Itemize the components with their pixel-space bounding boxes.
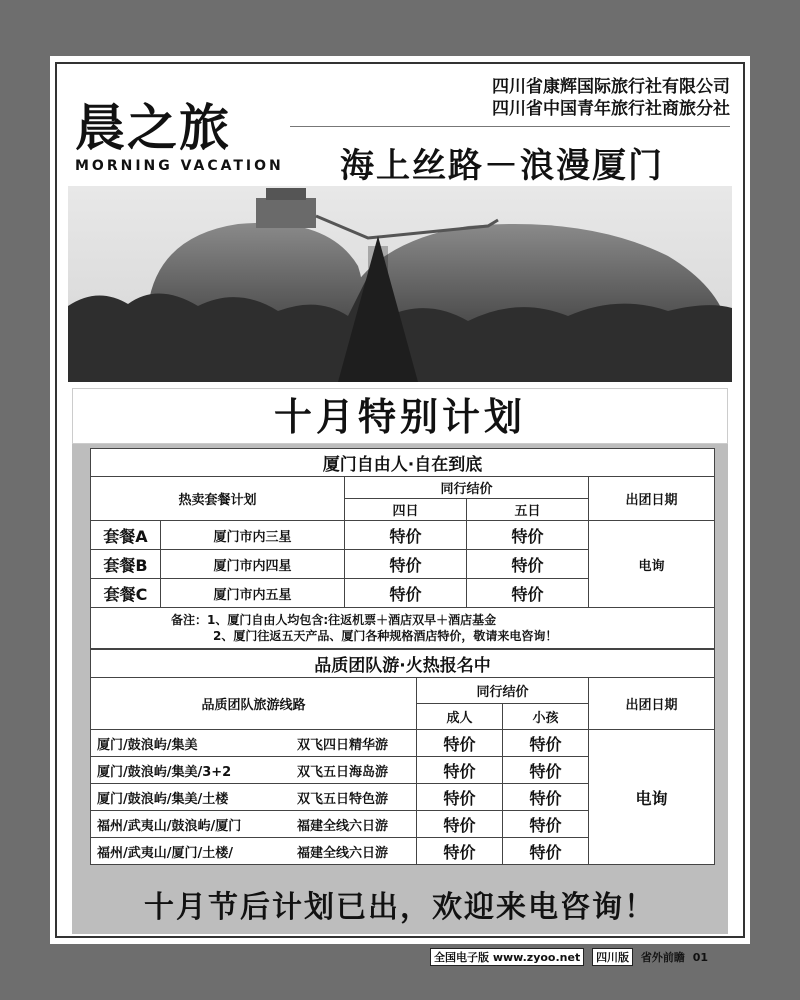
logo-english: MORNING VACATION: [75, 158, 284, 174]
group-tour-date: 电询: [589, 730, 715, 865]
route-cell: [91, 730, 417, 757]
route-cell: [91, 811, 417, 838]
price-day5: 特价: [467, 579, 589, 608]
note-line-2: 2、厦门往返五天产品、厦门各种规格酒店特价，敬请来电咨询！: [213, 629, 558, 643]
price-child: 特价: [503, 811, 589, 838]
price-child: 特价: [503, 730, 589, 757]
route-name: 福州/武夷山/厦门/土楼/: [97, 845, 233, 861]
price-day5: 特价: [467, 550, 589, 579]
logo-chinese: 晨之旅: [75, 98, 231, 157]
price-adult: 特价: [417, 838, 503, 865]
col-day5: 五日: [467, 499, 589, 521]
route-cell: [91, 784, 417, 811]
tables-container: [90, 448, 714, 865]
free-travel-title: 厦门自由人·自在到底: [91, 449, 715, 477]
closing-slogan: 十月节后计划已出，欢迎来电咨询！: [144, 890, 656, 925]
agency-names: [380, 76, 730, 120]
price-adult: 特价: [417, 784, 503, 811]
footer-edition: 全国电子版 www.zyoo.net: [430, 948, 584, 966]
group-tour-title: 品质团队游·火热报名中: [91, 650, 715, 678]
package-name: 套餐C: [91, 579, 161, 608]
col-date: 出团日期: [589, 678, 715, 730]
gulangyu-photo: [68, 186, 732, 382]
price-day4: 特价: [345, 579, 467, 608]
price-child: 特价: [503, 757, 589, 784]
package-hotel: 厦门市内四星: [161, 550, 345, 579]
price-child: 特价: [503, 784, 589, 811]
price-day4: 特价: [345, 550, 467, 579]
footer-section: 省外前瞻: [640, 951, 685, 964]
free-travel-notes: [91, 608, 715, 649]
brand-logo: [75, 88, 305, 178]
agency-name-1: 四川省康辉国际旅行社有限公司: [492, 77, 730, 97]
price-day5: 特价: [467, 521, 589, 550]
col-day4: 四日: [345, 499, 467, 521]
price-adult: 特价: [417, 730, 503, 757]
divider: [290, 126, 730, 127]
package-name: 套餐A: [91, 521, 161, 550]
col-route: 品质团队旅游线路: [91, 678, 417, 730]
package-hotel: 厦门市内五星: [161, 579, 345, 608]
route-type: 双飞五日特色游: [297, 791, 389, 807]
footer-page: 01: [692, 951, 709, 964]
price-child: 特价: [503, 838, 589, 865]
col-package: 热卖套餐计划: [91, 477, 345, 521]
route-type: 双飞五日海岛游: [297, 764, 389, 780]
free-travel-date: 电询: [589, 521, 715, 608]
col-date: 出团日期: [589, 477, 715, 521]
route-name: 厦门/鼓浪屿/集美: [97, 737, 198, 753]
package-name: 套餐B: [91, 550, 161, 579]
route-cell: [91, 838, 417, 865]
footer-region: 四川版: [592, 948, 633, 966]
page-footer: [430, 948, 712, 966]
route-name: 厦门/鼓浪屿/集美/土楼: [97, 791, 229, 807]
plan-title: 十月特别计划: [72, 388, 728, 444]
route-name: 福州/武夷山/鼓浪屿/厦门: [97, 818, 242, 834]
route-type: 双飞四日精华游: [297, 737, 389, 753]
group-tour-table: [90, 649, 715, 865]
price-adult: 特价: [417, 811, 503, 838]
agency-name-2: 四川省中国青年旅行社商旅分社: [492, 99, 730, 119]
route-type: 福建全线六日游: [297, 818, 389, 834]
price-day4: 特价: [345, 521, 467, 550]
headline: 海上丝路－浪漫厦门: [340, 146, 664, 186]
note-line-1: 备注：1、厦门自由人均包含:往返机票＋酒店双早＋酒店基金: [171, 613, 497, 627]
package-hotel: 厦门市内三星: [161, 521, 345, 550]
route-name: 厦门/鼓浪屿/集美/3+2: [97, 764, 232, 780]
free-travel-table: [90, 448, 715, 649]
col-child: 小孩: [503, 704, 589, 730]
col-price: 同行结价: [417, 678, 589, 704]
price-adult: 特价: [417, 757, 503, 784]
route-cell: [91, 757, 417, 784]
col-price: 同行结价: [345, 477, 589, 499]
route-type: 福建全线六日游: [297, 845, 389, 861]
col-adult: 成人: [417, 704, 503, 730]
